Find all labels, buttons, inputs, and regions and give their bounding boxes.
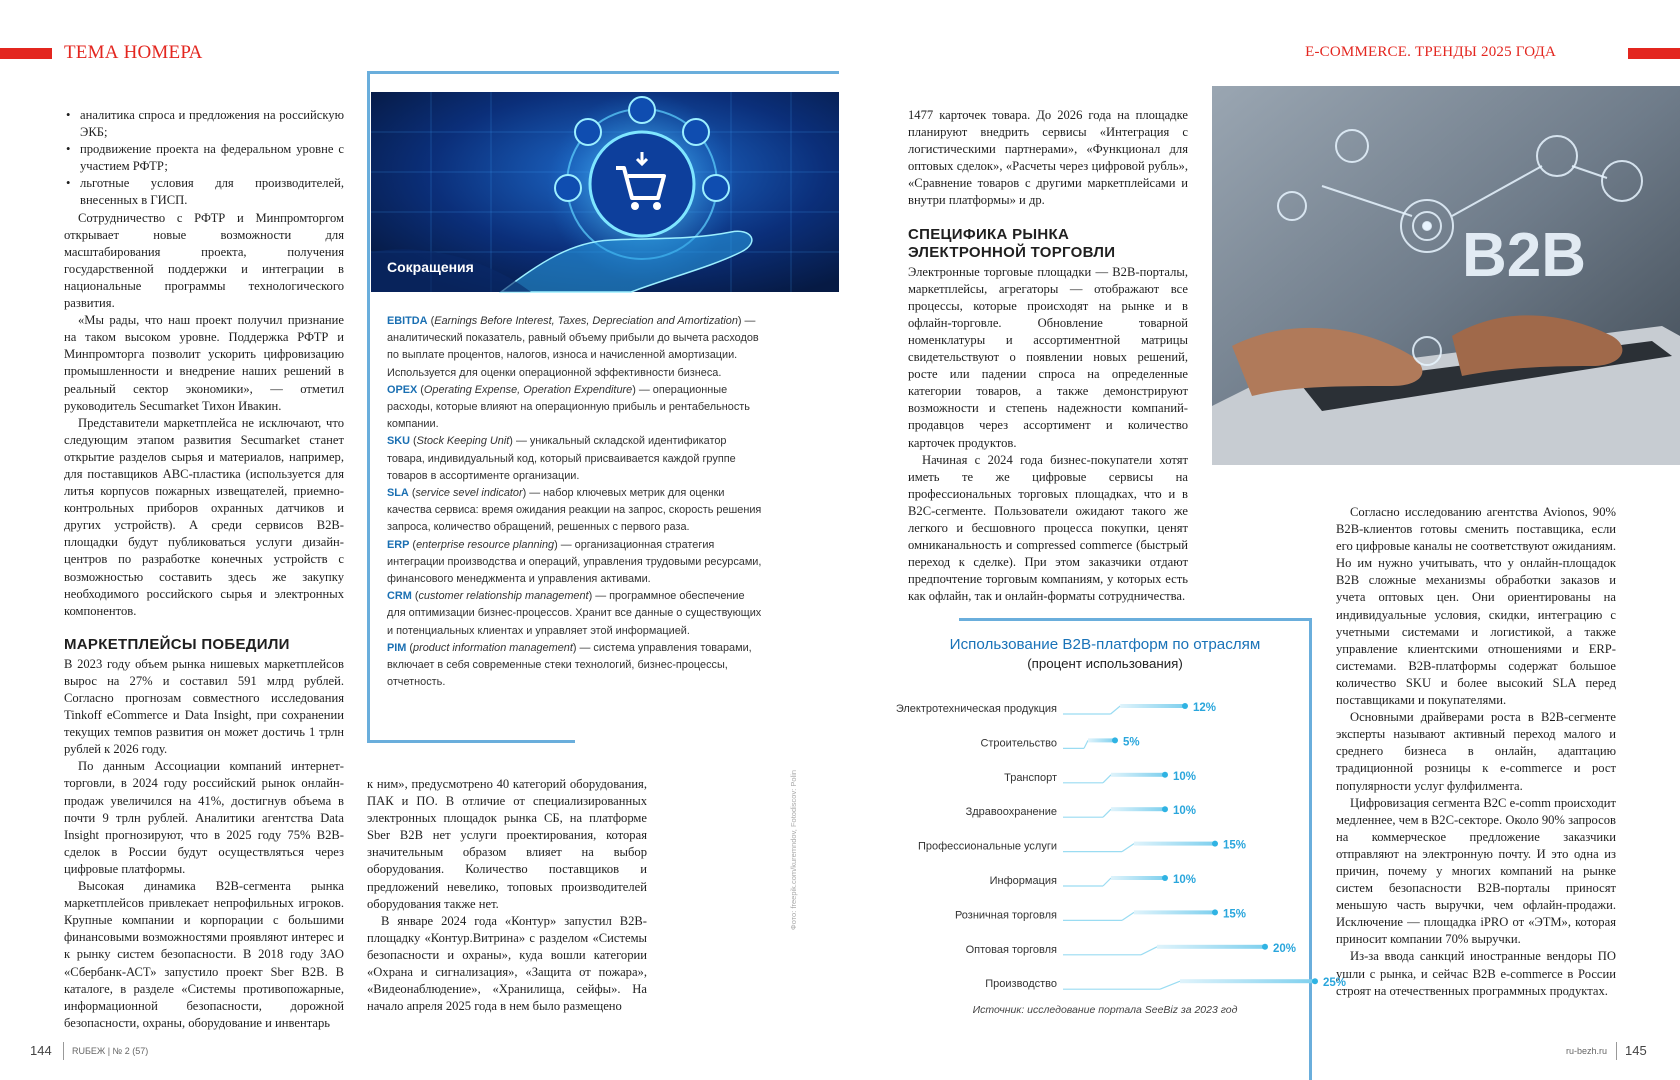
bar bbox=[1111, 807, 1165, 811]
footer-divider bbox=[1616, 1042, 1617, 1060]
industry-usage-chart bbox=[880, 690, 1347, 1000]
abbr-definition: — организационная стратегия интеграции производства и операций, управления трудовыми ресурсами, финансового менеджмента и управления активами. bbox=[387, 538, 762, 586]
sidebar-frame-left bbox=[367, 71, 370, 743]
paragraph: Из-за ввода санкций иностранные вендоры ПО ушли с рынка, и сейчас B2B e-commerce в России строят на отечественных программных продуктах. bbox=[1336, 949, 1616, 998]
page-number-left: 144 bbox=[30, 1043, 52, 1058]
section-heading: МАРКЕТПЛЕЙСЫ ПОБЕДИЛИ bbox=[64, 635, 290, 653]
bar-end-dot bbox=[1212, 909, 1218, 915]
category-label: Информация bbox=[989, 875, 1057, 887]
abbr-item: CRM (customer relationship management) — программное обеспечение для оптимизации бизнес-процессов. Хранит все данные о существующих и потенциальных клиентах и управляет этой информацией. bbox=[387, 590, 762, 637]
category-label: Строительство bbox=[980, 737, 1057, 750]
chart-frame-top bbox=[959, 618, 1312, 621]
abbr-term: SLA bbox=[387, 487, 409, 500]
bar-slope bbox=[1122, 912, 1134, 920]
abbr-term: SKU bbox=[387, 435, 410, 448]
bar-slope bbox=[1103, 878, 1111, 886]
bar-end-dot bbox=[1162, 772, 1168, 778]
abbr-expansion: service sevel indicator bbox=[415, 487, 523, 500]
list-item: • льготные условия для производителей, внесенных в ГИСП. bbox=[80, 175, 344, 209]
header-bar-right bbox=[1628, 48, 1680, 59]
bar-end-dot bbox=[1112, 737, 1118, 743]
data-label: 15% bbox=[1223, 839, 1247, 852]
paragraph: Основными драйверами роста в B2B-сегменте эксперты называют активный переход малого и среднего бизнеса в онлайн, адаптацию традиционной розницы к e-commerce и рост популярности услуг фулфилмента. bbox=[1336, 710, 1616, 793]
b2b-overlay: B2B bbox=[1462, 221, 1587, 290]
bar-slope bbox=[1103, 809, 1111, 817]
bar bbox=[1180, 979, 1315, 983]
abbr-expansion: Operating Expense, Operation Expenditure bbox=[423, 383, 633, 396]
paragraph: Представители маркетплейса не исключают, что следующим этапом развития Secumarket станет открытие разделов сырья и материалов, например, для поставщиков ABC-пластика (используется для литья корпусов пожарных извещателей, приемно-контрольных приборов охранных датчиков и других устройств). А среди сервисов B2B-площадки будут публиковаться услуги дизайн-центров по разработке конечных устройств с возможностью составить здесь же закупку необходимого российского сырья и электронных компонентов. bbox=[64, 415, 344, 618]
abbr-expansion: Stock Keeping Unit bbox=[416, 435, 510, 448]
cart-hand-illustration bbox=[371, 92, 839, 292]
abbr-term: OPEX bbox=[387, 383, 418, 396]
data-label: 5% bbox=[1123, 736, 1140, 749]
data-label: 10% bbox=[1173, 805, 1197, 818]
category-label: Профессиональные услуги bbox=[917, 840, 1057, 853]
page-number-right: 145 bbox=[1625, 1043, 1647, 1058]
abbr-definition: — система управления товарами, включает в себя современные стеки технологий, бизнес-процессы, отчетность. bbox=[387, 641, 752, 689]
bar bbox=[1111, 876, 1165, 880]
bullet-list bbox=[64, 107, 344, 210]
abbr-item: OPEX (Operating Expense, Operation Expenditure) — операционные расходы, которые влияют на операционную прибыль и рентабельность компании. bbox=[387, 383, 750, 431]
data-label: 15% bbox=[1223, 908, 1247, 921]
list-item: • продвижение проекта на федеральном уровне с участием РФТР; bbox=[80, 141, 344, 175]
bar bbox=[1111, 773, 1165, 777]
abbreviations-list bbox=[387, 313, 765, 691]
paragraph: Начиная с 2024 года бизнес-покупатели хотят иметь те же цифровые сервисы на профессиональных торговых площадках, что и в B2C-сегменте. Пользователи ожидают такого же легкого и бесшовного процесса покупки, ценят омниканальность и compressed commerce (быстрый переход к сделке). При этом заказчики отдают предпочтение торговым компаниям, у которых есть как офлайн, так и онлайн-форматы сотрудничества. bbox=[908, 452, 1188, 604]
abbr-item: PIM (product information management) — система управления товарами, включает в себя современные стеки технологий, бизнес-процессы, отчетность. bbox=[387, 641, 752, 689]
abbr-definition: — аналитический показатель, равный объему прибыли до вычета расходов по выплате процентов, налогов, износа и начисленной амортизации. Используется для оценки операционной эффективности бизнеса. bbox=[387, 315, 759, 379]
paragraph: Высокая динамика B2B-сегмента рынка маркетплейсов привлекает непрофильных игроков. Крупные компании и корпорации с большими финансовыми возможностями проявляют интерес и к рынку систем безопасности. В 2018 году ЗАО «Сбербанк-АСТ» запустило проект Sber B2B. В каталоге, в разделе «Системы противопожарные, информационной безопасности, дорожной безопасности, охраны, оборудование и инвентарь bbox=[64, 879, 344, 1030]
category-label: Здравоохранение bbox=[965, 806, 1057, 819]
issue-topic-title: E-COMMERCE. ТРЕНДЫ 2025 ГОДА bbox=[1305, 44, 1556, 60]
abbr-term: ERP bbox=[387, 538, 410, 551]
paragraph: В 2023 году объем рынка нишевых маркетплейсов вырос на 27% и составил 591 млрд рублей. Согласно прогнозам совместного исследования Tinkoff eCommerce и Data Insight, при сохранении текущих темпов развития он может достичь 1 трлн рублей к 2026 году. bbox=[64, 656, 344, 757]
list-item: • аналитика спроса и предложения на российскую ЭКБ; bbox=[80, 107, 344, 141]
paragraph: В январе 2024 года «Контур» запустил B2B-площадку «Контур.Витрина» с разделом «Системы безопасности и охраны», куда вошли категории «Охрана и сигнализация», «Защита от пожара», «Видеонаблюдение», «Хранилища, сейфы». На начало апреля 2025 года в нем было размещено bbox=[367, 913, 647, 1014]
bar bbox=[1120, 704, 1185, 708]
category-label: Транспорт bbox=[1004, 771, 1057, 784]
abbr-definition: — операционные расходы, которые влияют на операционную прибыль и рентабельность компании. bbox=[387, 383, 750, 431]
bar-end-dot bbox=[1212, 841, 1218, 847]
paragraph: к ним», предусмотрено 40 категорий оборудования, ПАК и ПО. В отличие от специализированных электронных площадок рынка СБ, на платформе Sber B2B нет услуги проектирования, которая значительным образом влияет на выбор оборудования. Количество поставщиков и предложений невелико, топовых производителей оборудования также нет. bbox=[367, 777, 647, 911]
paragraph: 1477 карточек товара. До 2026 года на площадке планируют внедрить сервисы «Интеграция с логистическими партнерами», «Функционал для оптовых сделок», «Расчеты через цифровой рубль», «Сравнение товаров с другими маркетплейсами и внутри платформы» и др. bbox=[908, 108, 1188, 208]
text-column-3 bbox=[908, 107, 1188, 605]
bar-slope bbox=[1160, 981, 1180, 989]
bar-slope bbox=[1111, 706, 1121, 714]
data-label: 20% bbox=[1273, 942, 1297, 955]
abbr-term: CRM bbox=[387, 590, 412, 603]
abbr-definition: — уникальный складской идентификатор товара, индивидуальный код, который присваивается каждой группе товаров в ассортименте организации. bbox=[387, 435, 736, 482]
abbr-expansion: enterprise resource planning bbox=[416, 538, 555, 551]
abbr-item: EBITDA (Earnings Before Interest, Taxes, Depreciation and Amortization) — аналитический показатель, равный объему прибыли до вычета расходов по выплате процентов, налогов, износа и начисленной амортизации. Используется для оценки операционной эффективности бизнеса. bbox=[387, 315, 759, 379]
abbr-expansion: Earnings Before Interest, Taxes, Depreciation and Amortization bbox=[434, 315, 738, 327]
section-title: ТЕМА НОМЕРА bbox=[64, 42, 203, 63]
bar-end-dot bbox=[1162, 875, 1168, 881]
magazine-issue: RUБЕЖ | № 2 (57) bbox=[72, 1046, 149, 1056]
chart-source: Источник: исследование портала SeeBiz за 2023 год bbox=[972, 1004, 1238, 1016]
site-url: ru-bezh.ru bbox=[1566, 1046, 1608, 1056]
abbr-definition: — набор ключевых метрик для оценки качества сервиса: время ожидания реакции на запрос, скорость решения запроса, количество обращений, решенных с первого раза. bbox=[387, 487, 762, 534]
data-label: 12% bbox=[1193, 702, 1217, 714]
chart-frame-right bbox=[1309, 618, 1312, 1080]
abbr-expansion: product information management bbox=[413, 641, 573, 654]
paragraph: Электронные торговые площадки — B2B-порталы, маркетплейсы, агрегаторы — отображают все процессы, которые происходят на рынке и в офлайн-торговле. Обновление товарной номенклатуры и ассортиментной матрицы свидетельствуют о появлении новых решений, росте или падении спроса на определенные категории товаров, а также демонстрируют возможности и степень надежности компаний-продавцов через ассортимент и количество карточек продуктов. bbox=[908, 264, 1188, 450]
abbr-definition: — программное обеспечение для оптимизации бизнес-процессов. Хранит все данные о существующих и потенциальных клиентах и управляет этой информацией. bbox=[387, 590, 762, 637]
text-column-4 bbox=[1336, 504, 1616, 1000]
laptop-hands-image bbox=[1212, 86, 1680, 465]
photo-credit: Фото: freepik.com/kuremndov, Fotodiscov: Polin bbox=[789, 769, 798, 930]
bar bbox=[1157, 945, 1265, 949]
data-label: 25% bbox=[1323, 977, 1347, 990]
category-label: Розничная торговля bbox=[954, 909, 1057, 922]
paragraph: Согласно исследованию агентства Avionos, 90% B2B-клиентов готовы сменить поставщика, если его цифровые каналы не соответствуют ожиданиям. Но им нужно учитывать, что у онлайн-площадок B2B сложные механизмы обработки заказов и учета оптовых цен. Они ориентированы на индивидуальные условия, скидки, интеграцию с учетными системами и логистикой, а также управление клиентскими отношениями и ERP-системами. B2B-платформы содержат большое количество SKU и более высокий SLA перед поставщиками и покупателями. bbox=[1336, 505, 1616, 708]
ecommerce-illustration bbox=[371, 92, 839, 292]
paragraph: «Мы рады, что наш проект получил признание на таком высоком уровне. Поддержка РФТР и Минпромторга позволит ускорить цифровизацию промышленности и внедрение наших решений в реальный сектор экономики», — отметил руководитель Secumarket Тихон Ивакин. bbox=[64, 313, 344, 413]
abbr-term: EBITDA bbox=[387, 315, 428, 327]
bar-slope bbox=[1103, 775, 1111, 783]
text-column-1 bbox=[64, 107, 344, 1032]
footer-divider bbox=[63, 1042, 64, 1060]
sidebar-title: Сокращения bbox=[387, 259, 474, 275]
paragraph: Цифровизация сегмента B2C e-comm происходит медленнее, чем в B2C-секторе. Около 90% запросов на коммерческое предложение заказчики отправляют на электронную почту. И это одна из причин, почему у многих компаний на рынке систем безопасности B2B-порталы приносят меньшую часть выручки, чем офлайн-продажи. Исключение — площадка iPRO от «ЭТМ», которая приносит компании 70% выручки. bbox=[1336, 795, 1616, 947]
chart-title: Использование B2B-платформ по отраслям bbox=[949, 636, 1261, 653]
abbr-item: SLA (service sevel indicator) — набор ключевых метрик для оценки качества сервиса: время ожидания реакции на запрос, скорость решения запроса, количество обращений, решенных с первого раза. bbox=[387, 487, 762, 534]
data-label: 10% bbox=[1173, 874, 1197, 886]
bar-end-dot bbox=[1262, 944, 1268, 950]
bar bbox=[1088, 738, 1115, 742]
header-bar-left bbox=[0, 48, 52, 59]
sidebar-frame-bottom bbox=[367, 740, 575, 743]
abbr-expansion: customer relationship management bbox=[418, 590, 589, 603]
bar-slope bbox=[1084, 740, 1088, 748]
bar-slope bbox=[1122, 844, 1134, 852]
bar bbox=[1134, 842, 1215, 846]
data-label: 10% bbox=[1173, 770, 1197, 783]
b2b-laptop-photo bbox=[1212, 86, 1680, 465]
text-column-2 bbox=[367, 776, 647, 1015]
category-label: Оптовая торговля bbox=[965, 943, 1057, 956]
paragraph: Сотрудничество с РФТР и Минпромторгом открывает новые возможности для масштабирования проекта, получения государственной поддержки и интеграции в национальные программы технологического развития. bbox=[64, 210, 344, 311]
abbr-item: ERP (enterprise resource planning) — организационная стратегия интеграции производства и операций, управления трудовыми ресурсами, финансового менеджмента и управления активами. bbox=[387, 538, 762, 586]
bar-end-dot bbox=[1162, 806, 1168, 812]
category-label: Электротехническая продукция bbox=[895, 703, 1057, 715]
category-label: Производство bbox=[985, 978, 1057, 991]
section-heading: СПЕЦИФИКА РЫНКА ЭЛЕКТРОННОЙ ТОРГОВЛИ bbox=[908, 225, 1116, 261]
bar-slope bbox=[1141, 947, 1157, 955]
abbr-item: SKU (Stock Keeping Unit) — уникальный складской идентификатор товара, индивидуальный код, который присваивается каждой группе товаров в ассортименте организации. bbox=[387, 435, 736, 482]
abbr-term: PIM bbox=[387, 641, 407, 654]
bar bbox=[1134, 910, 1215, 914]
chart-subtitle: (процент использования) bbox=[1027, 656, 1183, 671]
paragraph: По данным Ассоциации компаний интернет-торговли, в 2024 году российский рынок онлайн-продаж увеличился на 41%, достигнув объема в почти 9 трлн рублей. Аналитики агентства Data Insight прогнозируют, что в 2025 году 75% B2B-сделок в России будут осуществляться через цифровые платформы. bbox=[64, 759, 344, 876]
bar-end-dot bbox=[1312, 978, 1318, 984]
sidebar-frame-top bbox=[367, 71, 839, 74]
bar-end-dot bbox=[1182, 703, 1188, 709]
